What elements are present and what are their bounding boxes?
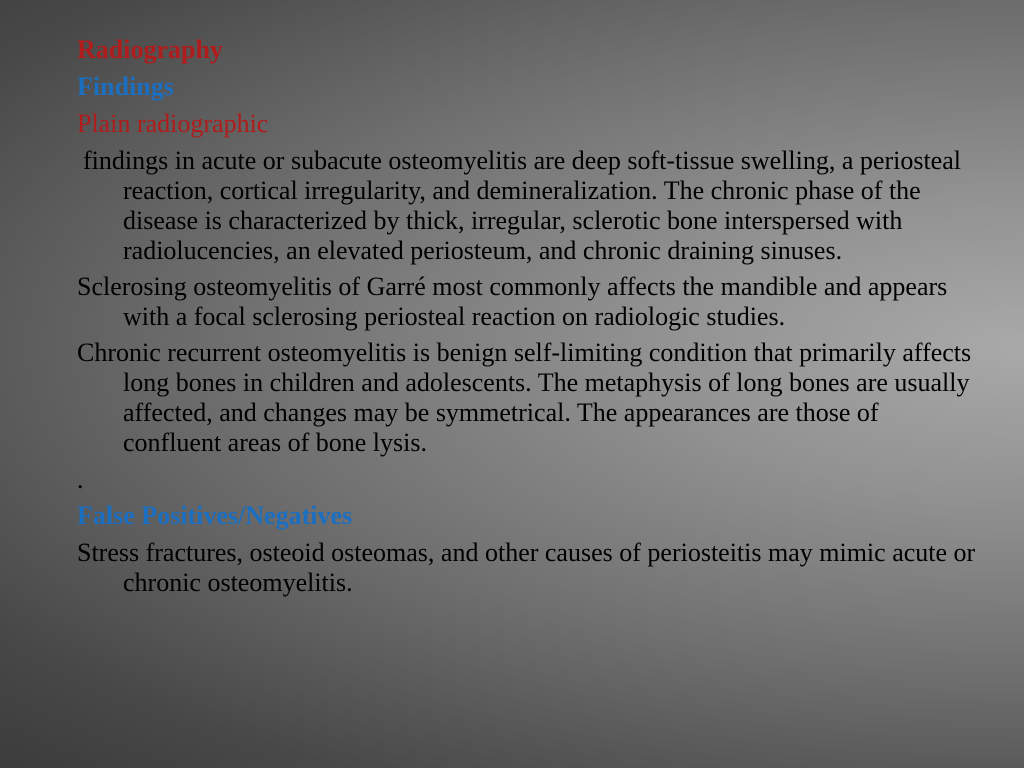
subheading-plain-radiographic: Plain radiographic [77, 109, 269, 138]
slide-content [77, 34, 977, 604]
heading-false-positives-negatives: False Positives/Negatives [77, 501, 353, 530]
heading-radiography: Radiography [77, 35, 223, 64]
heading-findings: Findings [77, 72, 174, 101]
paragraph-chronic-recurrent-osteomyelitis: Chronic recurrent osteomyelitis is benign self-limiting condition that primarily affects long bones in children and adolescents. The metaphysis of long bones are usually affected, and changes may be symmetrical. The appearances are those of confluent areas of bone lysis. [77, 338, 972, 457]
paragraph-findings: findings in acute or subacute osteomyelitis are deep soft-tissue swelling, a periosteal reaction, cortical irregularity, and demineralization. The chronic phase of the disease is characterized by thick, irregular, sclerotic bone interspersed with radiolucencies, an elevated periosteum, and chronic draining sinuses. [83, 146, 961, 265]
paragraph-stress-fractures: Stress fractures, osteoid osteomas, and other causes of periosteitis may mimic acute or chronic osteomyelitis. [77, 538, 976, 597]
separator-dot: . [77, 465, 84, 494]
paragraph-sclerosing-osteomyelitis: Sclerosing osteomyelitis of Garré most commonly affects the mandible and appears with a focal sclerosing periosteal reaction on radiologic studies. [77, 272, 948, 331]
